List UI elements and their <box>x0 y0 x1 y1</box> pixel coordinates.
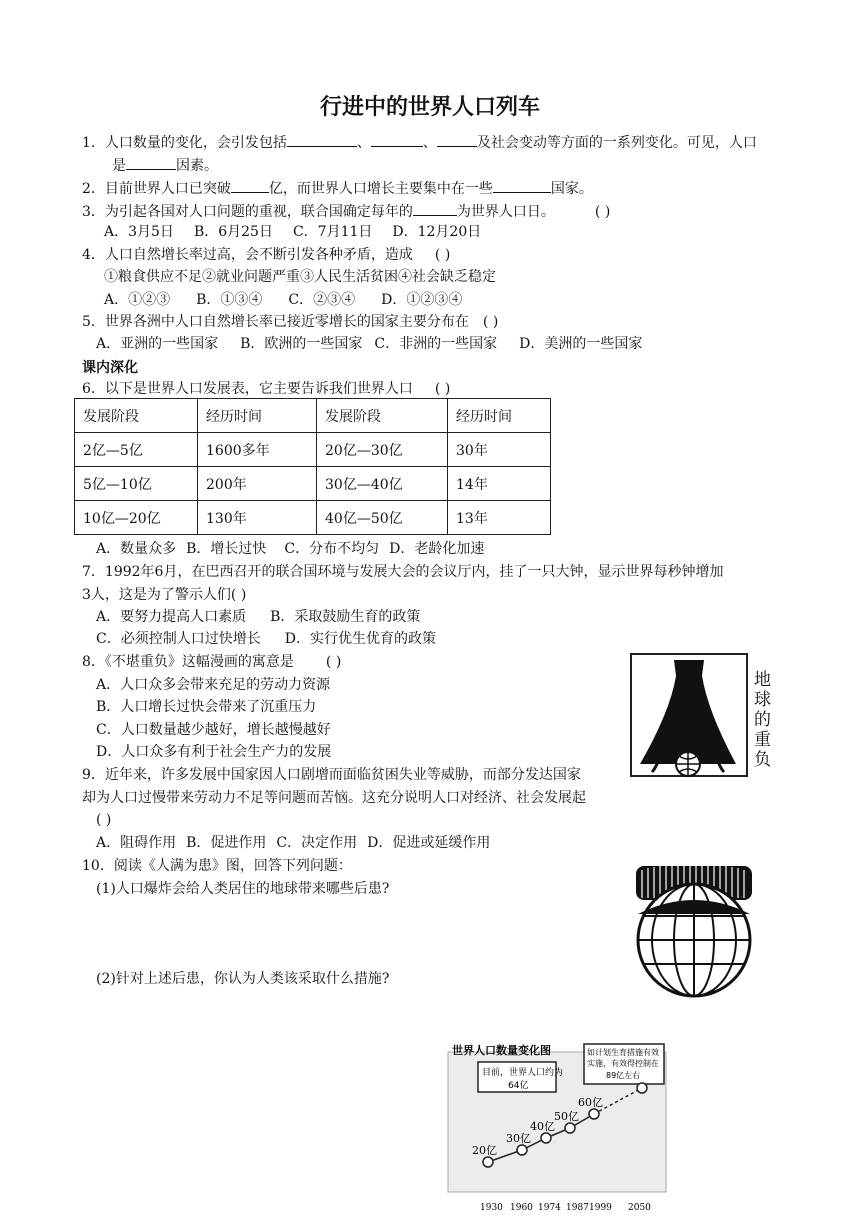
question-7-line-1: 7．1992年6月，在巴西召开的联合国环境与发展大会的会议厅内，挂了一只大钟，显示世界每秒钟增加 <box>82 564 724 580</box>
question-2: 2．目前世界人口已突破 亿，而世界人口增长主要集中在一些 国家。 <box>82 178 593 198</box>
option-c[interactable]: C．人口数量越少越好，增长越慢越好 <box>96 722 331 738</box>
population-label: 50亿 <box>554 1110 579 1123</box>
box-text: 实施，有效得控制在 <box>587 1059 659 1068</box>
option-a[interactable]: A．①②③ <box>104 292 171 308</box>
cartoon-text: 地 <box>754 670 771 690</box>
option-b[interactable]: B．人口增长过快会带来了沉重压力 <box>96 699 317 715</box>
year-label: 1987 <box>566 1203 589 1212</box>
option-b[interactable]: B．①③④ <box>196 292 263 308</box>
question-1-line-2: 是 因素。 <box>112 155 218 175</box>
table-cell: 5亿—10亿 <box>75 467 198 501</box>
cartoon-text: 球 <box>754 690 771 710</box>
question-7-options-row-2 <box>96 630 436 648</box>
answer-paren[interactable]: ( ) <box>96 812 112 828</box>
population-line-figure <box>446 1034 676 1212</box>
option-b[interactable]: B．欧洲的一些国家 <box>240 336 363 352</box>
option-d[interactable]: D．老龄化加速 <box>389 541 485 557</box>
option-c[interactable]: C．分布不均匀 <box>284 541 380 557</box>
option-c[interactable]: C．②③④ <box>288 292 356 308</box>
option-c[interactable]: C．7月11日 <box>292 224 373 240</box>
option-c[interactable]: C．必须控制人口过快增长 <box>96 631 261 647</box>
question-5-options <box>96 335 642 353</box>
option-d[interactable]: D．①②③④ <box>381 292 463 308</box>
question-3-options <box>104 223 481 241</box>
question-9-line-2: 却为人口过慢带来劳动力不足等问题而苦恼。这充分说明人口对经济、社会发展起 <box>82 790 586 806</box>
population-point <box>517 1145 527 1155</box>
table-cell: 14年 <box>448 467 551 501</box>
table-cell: 13年 <box>448 501 551 535</box>
question-6: 6．以下是世界人口发展表，它主要告诉我们世界人口 ( ) <box>82 381 451 397</box>
option-d[interactable]: D．促进或延缓作用 <box>367 835 491 851</box>
table-row <box>75 467 551 501</box>
answer-blank[interactable] <box>231 178 269 193</box>
question-8: 8．《不堪重负》这幅漫画的寓意是 ( ) <box>82 654 342 670</box>
box-text: 目前，世界人口约为 <box>482 1068 564 1078</box>
answer-blank[interactable] <box>413 201 457 216</box>
question-10-sub-2: (2)针对上述后患，你认为人类该采取什么措施? <box>96 971 390 987</box>
table-row <box>75 433 551 467</box>
option-c[interactable]: C．非洲的一些国家 <box>374 336 498 352</box>
population-label: 30亿 <box>506 1132 531 1145</box>
table-header: 经历时间 <box>448 399 551 433</box>
table-header: 经历时间 <box>198 399 317 433</box>
question-9-line-1: 9．近年来，许多发展中国家因人口剧增而面临贫困失业等威胁，而部分发达国家 <box>82 767 581 783</box>
question-10-sub-1: (1)人口爆炸会给人类居住的地球带来哪些后患? <box>96 881 390 897</box>
population-label: 20亿 <box>472 1144 497 1157</box>
population-point <box>637 1083 647 1093</box>
question-6-options <box>96 540 484 558</box>
table-cell: 1600多年 <box>198 433 317 467</box>
population-label: 40亿 <box>530 1120 555 1133</box>
page-title: 行进中的世界人口列车 <box>319 95 540 120</box>
population-point <box>565 1123 575 1133</box>
overcrowded-globe-figure <box>628 852 760 1002</box>
box-text: 89亿左右 <box>606 1071 641 1080</box>
option-a[interactable]: A．亚洲的一些国家 <box>96 336 219 352</box>
table-cell: 20亿—30亿 <box>317 433 448 467</box>
section-heading: 课内深化 <box>82 360 138 376</box>
answer-blank[interactable] <box>126 155 176 170</box>
table-cell: 30亿—40亿 <box>317 467 448 501</box>
answer-paren[interactable]: ( ) <box>434 247 451 263</box>
box-text: 如计划生育措施有效 <box>587 1048 659 1057</box>
question-4-options <box>104 291 462 309</box>
year-label: 1960 <box>510 1203 533 1212</box>
question-1-line-1: 1．人口数量的变化，会引发包括 、 、 及社会变动等方面的一系列变化。可见，人口 <box>82 132 757 152</box>
cartoon-text: 负 <box>754 750 771 770</box>
option-d[interactable]: D．实行优生优育的政策 <box>284 631 436 647</box>
population-point <box>589 1109 599 1119</box>
globe-with-crowd-illustration <box>628 852 760 1002</box>
year-label: 1999 <box>589 1203 612 1212</box>
answer-paren[interactable]: ( ) <box>434 381 451 397</box>
option-a[interactable]: A．数量众多 <box>96 541 177 557</box>
world-population-figure <box>446 1034 676 1212</box>
table-cell: 130年 <box>198 501 317 535</box>
option-c[interactable]: C．决定作用 <box>276 835 358 851</box>
option-b[interactable]: B．采取鼓励生育的政策 <box>270 609 421 625</box>
answer-paren[interactable]: ( ) <box>325 654 342 670</box>
population-label: 60亿 <box>578 1096 603 1109</box>
option-b[interactable]: B．促进作用 <box>186 835 267 851</box>
option-a[interactable]: A．阻碍作用 <box>96 835 177 851</box>
figure-title: 世界人口数量变化图 <box>452 1044 551 1057</box>
option-d[interactable]: D．人口众多有利于社会生产力的发展 <box>96 744 332 760</box>
option-d[interactable]: D．12月20日 <box>392 224 482 240</box>
question-7-options-row-1 <box>96 608 420 626</box>
option-a[interactable]: A．人口众多会带来充足的劳动力资源 <box>96 677 331 693</box>
year-label: 1930 <box>480 1203 503 1212</box>
cartoon-text: 的 <box>754 710 771 730</box>
table-cell: 40亿—50亿 <box>317 501 448 535</box>
option-a[interactable]: A．3月5日 <box>104 224 174 240</box>
table-cell: 30年 <box>448 433 551 467</box>
question-5: 5．世界各洲中人口自然增长率已接近零增长的国家主要分布在 ( ) <box>82 314 499 330</box>
answer-blank[interactable] <box>371 132 423 147</box>
table-cell: 10亿—20亿 <box>75 501 198 535</box>
population-point <box>541 1133 551 1143</box>
table-row <box>75 501 551 535</box>
answer-blank[interactable] <box>493 178 551 193</box>
question-4: 4．人口自然增长率过高，会不断引发各种矛盾，造成 ( ) <box>82 247 451 263</box>
option-a[interactable]: A．要努力提高人口素质 <box>96 609 247 625</box>
option-d[interactable]: D．美洲的一些国家 <box>519 336 643 352</box>
answer-blank[interactable] <box>437 132 477 147</box>
box-text: 64亿 <box>508 1081 529 1091</box>
option-b[interactable]: B．增长过快 <box>186 541 267 557</box>
table-cell: 200年 <box>198 467 317 501</box>
table-cell: 2亿—5亿 <box>75 433 198 467</box>
answer-paren[interactable]: ( ) <box>482 314 499 330</box>
answer-paren[interactable]: ( ) <box>594 204 611 220</box>
table-header: 发展阶段 <box>317 399 448 433</box>
option-b[interactable]: B．6月25日 <box>193 224 273 240</box>
year-label: 1974 <box>538 1203 561 1212</box>
year-label: 2050 <box>628 1203 651 1212</box>
table-header: 发展阶段 <box>75 399 198 433</box>
cartoon-text: 重 <box>754 730 771 750</box>
question-10: 10．阅读《人满为患》图，回答下列问题： <box>82 858 352 874</box>
question-7-line-2: 3人，这是为了警示人们( ) <box>82 587 247 603</box>
population-point <box>483 1157 493 1167</box>
table-header-row <box>75 399 551 433</box>
question-4-items: ①粮食供应不足②就业问题严重③人民生活贫困④社会缺乏稳定 <box>104 269 496 285</box>
question-3: 3．为引起各国对人口问题的重视，联合国确定每年的 为世界人口日。 ( ) <box>82 201 610 221</box>
burden-cartoon <box>630 652 778 780</box>
answer-blank[interactable] <box>287 132 357 147</box>
question-9-options <box>96 834 490 852</box>
population-stage-table <box>74 398 551 535</box>
